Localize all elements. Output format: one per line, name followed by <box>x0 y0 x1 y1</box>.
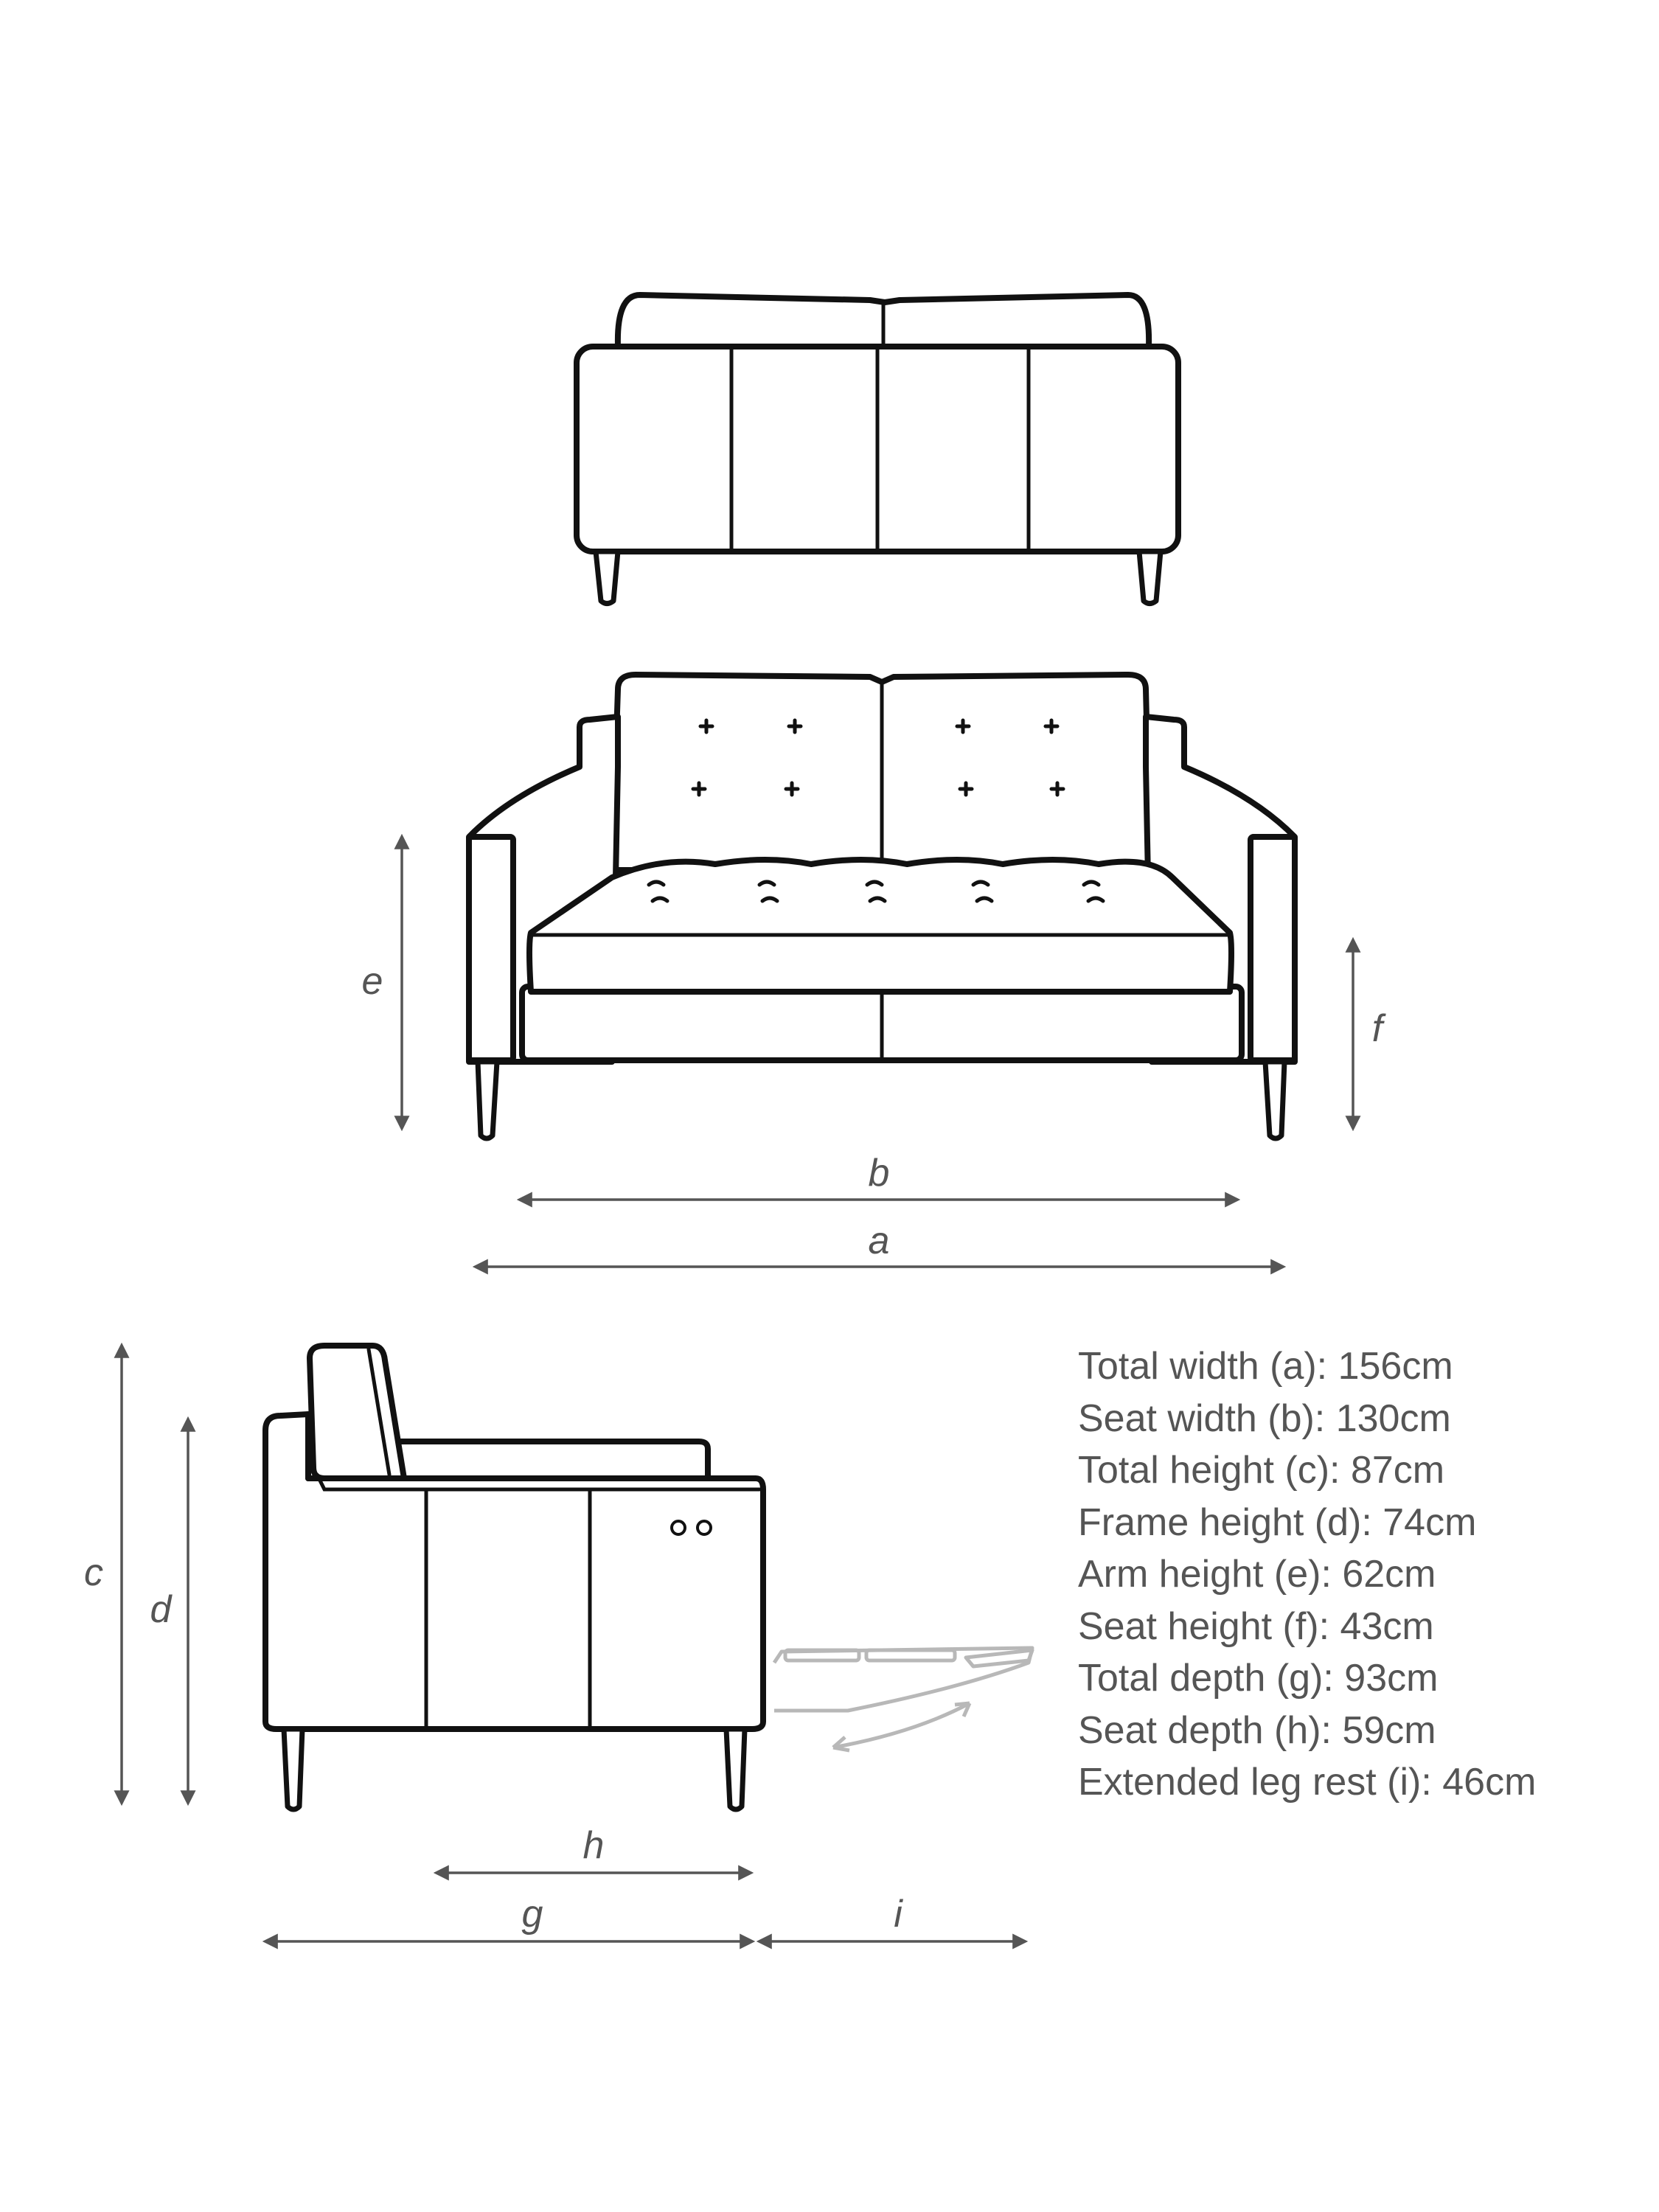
spec-total-height: Total height (c): 87cm <box>1078 1449 1445 1492</box>
spec-seat-height: Seat height (f): 43cm <box>1078 1604 1434 1648</box>
dimension-i-label: i <box>894 1893 902 1935</box>
dimension-f-label: f <box>1371 1007 1383 1050</box>
dimension-spec-list <box>1078 1340 1536 1809</box>
spec-total-width: Total width (a): 156cm <box>1078 1345 1453 1388</box>
dimension-a-label: a <box>868 1220 890 1262</box>
dimension-e-label: e <box>361 960 383 1003</box>
sofa-back-view <box>577 295 1178 604</box>
spec-total-depth: Total depth (g): 93cm <box>1078 1657 1439 1700</box>
dimension-d-label: d <box>150 1588 172 1631</box>
spec-arm-height: Arm height (e): 62cm <box>1078 1553 1436 1596</box>
recline-button <box>672 1521 685 1534</box>
spec-extended-leg-rest: Extended leg rest (i): 46cm <box>1078 1761 1537 1804</box>
sofa-front-view <box>469 675 1295 1138</box>
dimension-c-label: c <box>84 1551 103 1594</box>
dimension-b-label: b <box>868 1152 890 1194</box>
spec-seat-width: Seat width (b): 130cm <box>1078 1397 1451 1440</box>
dimension-g-label: g <box>521 1893 543 1935</box>
spec-seat-depth: Seat depth (h): 59cm <box>1078 1708 1436 1752</box>
sofa-side-view <box>265 1346 1032 1809</box>
recline-button <box>698 1521 711 1534</box>
leg-rest-ghost <box>774 1648 1032 1750</box>
spec-frame-height: Frame height (d): 74cm <box>1078 1500 1477 1544</box>
dimension-h-label: h <box>582 1824 605 1867</box>
